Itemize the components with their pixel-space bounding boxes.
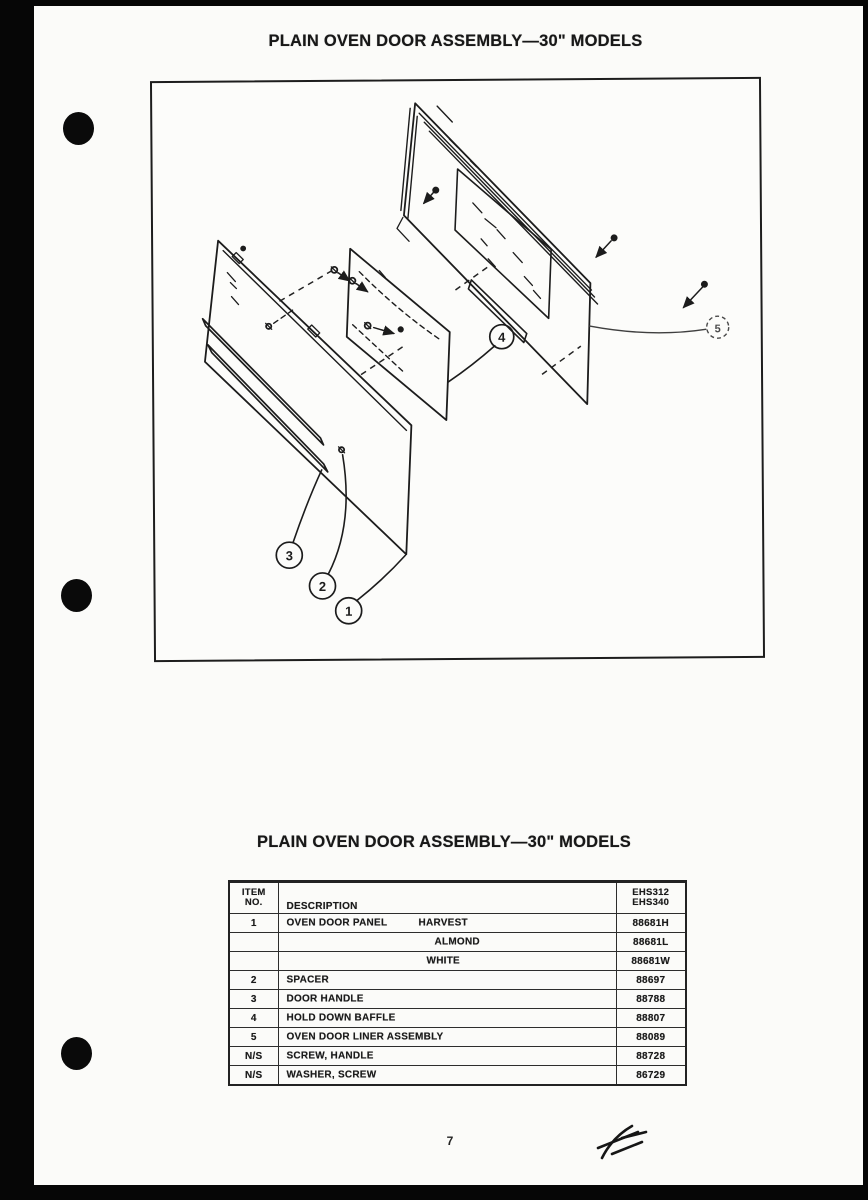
svg-text:5: 5 [714, 323, 721, 336]
table-cell-description: OVEN DOOR LINER ASSEMBLY [278, 1028, 616, 1047]
table-cell-description: OVEN DOOR PANEL HARVEST [278, 914, 616, 933]
table-cell-description: ALMOND [278, 933, 616, 952]
table-row [229, 914, 686, 933]
handwritten-mark [592, 1118, 654, 1166]
table-cell-description: SCREW, HANDLE [278, 1047, 616, 1066]
page-title: PLAIN OVEN DOOR ASSEMBLY—30" MODELS [268, 32, 643, 50]
table-cell-item: N/S [229, 1066, 278, 1086]
table-row [229, 1009, 686, 1028]
table-cell-part: 88807 [616, 1009, 686, 1028]
punch-hole-top [63, 112, 94, 145]
page-number: 7 [446, 1134, 454, 1148]
hold-down-baffle-outline [331, 248, 450, 421]
table-cell-part: 86729 [616, 1066, 686, 1086]
oven-door-liner-outline [396, 101, 708, 405]
table-header-row [229, 882, 686, 914]
svg-text:1: 1 [345, 603, 353, 619]
table-cell-description: WASHER, SCREW [278, 1066, 616, 1086]
header-item-no: ITEM NO. [229, 882, 278, 914]
svg-text:2: 2 [318, 578, 327, 594]
table-cell-part: 88788 [616, 990, 686, 1009]
table-cell-item: 3 [229, 990, 278, 1009]
table-row [229, 933, 686, 952]
panel-squiggles [227, 273, 238, 305]
parts-table [228, 880, 685, 1086]
table-cell-part: 88681L [616, 933, 686, 952]
table-cell-description: SPACER [278, 971, 616, 990]
table-cell-part: 88681H [616, 914, 686, 933]
punch-hole-middle [61, 579, 92, 612]
punch-hole-bottom [61, 1037, 92, 1070]
oven-door-panel-outline [204, 239, 412, 555]
svg-text:4: 4 [498, 329, 506, 345]
callout-leaders [292, 325, 708, 601]
exploded-view-diagram [152, 79, 763, 660]
table-row [229, 952, 686, 971]
callout-1 [336, 598, 362, 624]
document-page [34, 6, 863, 1185]
callout-4 [490, 325, 514, 349]
table-cell-part: 88681W [616, 952, 686, 971]
table-cell-item: 5 [229, 1028, 278, 1047]
table-cell-item [229, 952, 278, 971]
table-cell-description: HOLD DOWN BAFFLE [278, 1009, 616, 1028]
table-cell-item [229, 933, 278, 952]
header-description: DESCRIPTION [278, 882, 616, 914]
table-row [229, 1047, 686, 1066]
table-cell-item: 2 [229, 971, 278, 990]
table-cell-description: WHITE [278, 952, 616, 971]
diagram-panel [150, 77, 765, 662]
table-cell-item: 1 [229, 914, 278, 933]
svg-text:3: 3 [285, 548, 293, 564]
table-row [229, 1028, 686, 1047]
table-cell-part: 88089 [616, 1028, 686, 1047]
table-cell-item: N/S [229, 1047, 278, 1066]
table-cell-item: 4 [229, 1009, 278, 1028]
door-handle-outline [203, 318, 328, 473]
table-row [229, 971, 686, 990]
table-row [229, 990, 686, 1009]
table-row [229, 1066, 686, 1086]
header-model: EHS312 EHS340 [616, 882, 686, 914]
callout-3 [276, 542, 302, 568]
table-cell-part: 88697 [616, 971, 686, 990]
callouts [275, 316, 731, 624]
parts-table-title: PLAIN OVEN DOOR ASSEMBLY—30" MODELS [257, 833, 631, 851]
assembly-dashed-lines [279, 263, 581, 376]
callout-2 [309, 573, 335, 599]
table-cell-part: 88728 [616, 1047, 686, 1066]
callout-5 [707, 316, 729, 338]
table-cell-description: DOOR HANDLE [278, 990, 616, 1009]
